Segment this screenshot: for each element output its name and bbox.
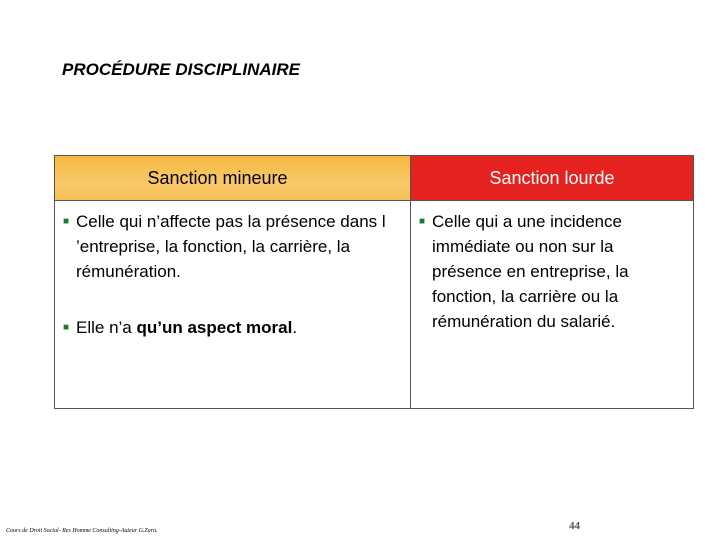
minor-sanction-cell	[55, 201, 411, 408]
minor-bullet-1-text: Celle qui n’affecte pas la présence dans l ’entreprise, la fonction, la carrière, la rémunération.	[76, 212, 386, 281]
sanction-table	[54, 155, 694, 409]
minor-bullet-2-post: .	[292, 318, 298, 337]
page-number: 44	[569, 520, 580, 532]
major-sanction-header	[411, 156, 693, 201]
slide-footer: Cours de Droit Social- Res Homme Consulting-Auteur G.Zara.	[6, 528, 158, 534]
slide-title: PROCÉDURE DISCIPLINAIRE	[62, 60, 301, 79]
square-bullet-icon: ■	[63, 322, 70, 333]
list-item	[419, 209, 683, 334]
square-bullet-icon: ■	[419, 216, 426, 227]
minor-sanction-header-label: Sanction mineure	[147, 167, 288, 188]
list-item	[63, 315, 400, 340]
major-sanction-cell	[411, 201, 693, 408]
list-item	[63, 209, 400, 284]
minor-bullet-2-pre: Elle n’a	[76, 318, 137, 337]
major-sanction-header-label: Sanction lourde	[489, 167, 615, 188]
square-bullet-icon: ■	[63, 216, 70, 227]
minor-bullet-2-bold: qu’un aspect moral	[136, 318, 293, 337]
major-bullet-1-text: Celle qui a une incidence immédiate ou non sur la présence en entreprise, la fonction, la carrière ou la rémunération du salarié.	[432, 212, 629, 331]
minor-bullet-2-text	[76, 315, 400, 340]
minor-sanction-header	[55, 156, 411, 201]
